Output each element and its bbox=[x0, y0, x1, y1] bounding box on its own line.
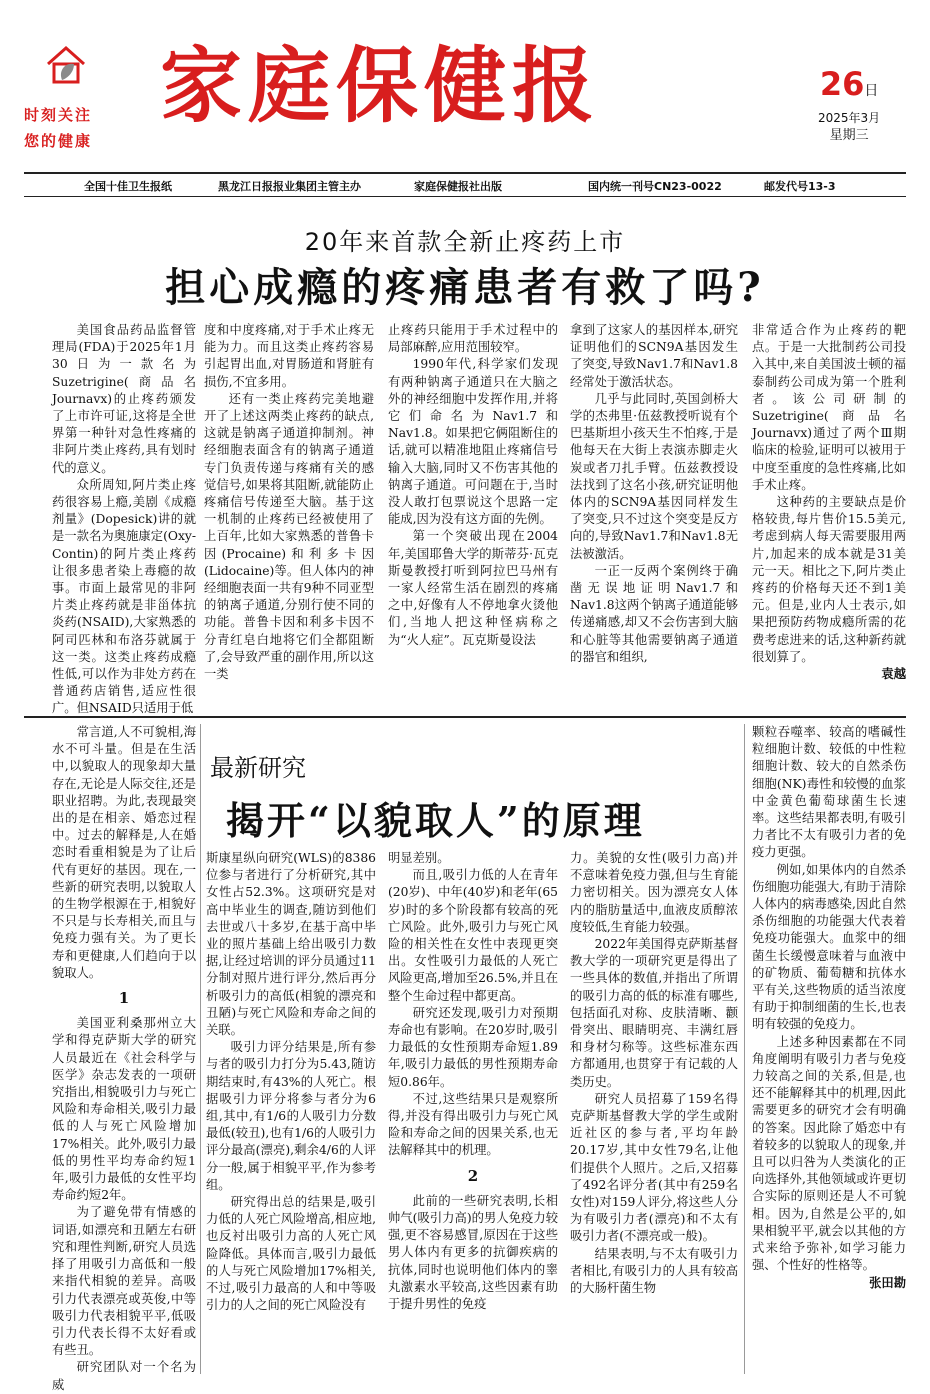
article2-column-2 bbox=[206, 850, 376, 1314]
article1-byline: 袁越 bbox=[881, 667, 906, 682]
paragraph: 上述多种因素都在不同角度阐明有吸引力者与免疫力较高之间的关系,但是,也还不能解释其中的机理,因此需要更多的研究才会有明确的答案。因此除了婚恋中有着较多的以貌取人的现象,并且可以归咎为人类演化的正向选择外,其他领域或许更切合实际的原则还是人不可貌相。因为,自然是公平的,如果相貌平平,就会以其他的方式来给予弥补,如学习能力强、个性好的性格等。 bbox=[752, 1034, 906, 1273]
paragraph: 研究得出总的结果是,吸引力低的人死亡风险增高,相应地,也反衬出吸引力高的人死亡风险降低。具体而言,吸引力最低的人与死亡风险增加17%相关,不过,吸引力最高的人和中等吸引力的人之间的死亡风险没有 bbox=[206, 1195, 376, 1313]
article1-headline: 担心成瘾的疼痛患者有救了吗? bbox=[165, 264, 765, 311]
article1-column-5 bbox=[752, 322, 906, 683]
paragraph: 美国食品药品监督管理局(FDA)于2025年1月30日为一款名为Suzetrigine(商品名Journavx)的止疼药颁发了上市许可证,这将是全世界第一种针对急性疼痛的非阿片类止疼药,具有划时代的意义。 bbox=[52, 323, 196, 475]
paragraph: 还有一类止疼药完美地避开了上述这两类止疼药的缺点,这就是钠离子通道抑制剂。神经细胞表面含有的钠离子通道专门负责传递与疼痛有关的感觉信号,如果将其阻断,就能防止疼痛信号传递至大脑。基于这一机制的止疼药已经被使用了上百年,比如大家熟悉的普鲁卡因(Procaine)和利多卡因(Lidocaine)等。但人体内的神经细胞表面一共有9种不同亚型的钠离子通道,分别行使不同的功能。普鲁卡因和利多卡因不分青红皂白地将它们全都阻断了,会导致严重的副作用,所以这一类 bbox=[204, 391, 374, 682]
info-publisher: 家庭保健报社出版 bbox=[414, 180, 502, 193]
slogan bbox=[24, 102, 92, 154]
article-divider bbox=[24, 716, 906, 718]
paragraph: 非常适合作为止疼药的靶点。于是一大批制药公司投入其中,来自美国波士顿的福泰制药公司成为第一个胜利者。该公司研制的Suzetrigine(商品名Journavx)通过了两个Ⅲ期临床的检验,证明可以被用于中度至重度的急性疼痛,比如手术止疼。 bbox=[752, 323, 906, 492]
info-rule bbox=[24, 196, 906, 197]
paragraph: 研究还发现,吸引力对预期寿命也有影响。在20岁时,吸引力最低的女性预期寿命短1.89年,吸引力最低的男性预期寿命短0.86年。 bbox=[388, 1005, 558, 1089]
paragraph: 此前的一些研究表明,长相帅气(吸引力高)的男人免疫力较强,更不容易感冒,原因在于这些男人体内有更多的抗御疾病的抗体,同时也说明他们体内的睾丸激素水平较高,这些因素有助于提升男性的免疫 bbox=[388, 1193, 558, 1312]
paragraph: 吸引力评分结果是,所有参与者的吸引力打分为5.43,随访期结束时,有43%的人死亡。根据吸引力评分将参与者分为6组,其中,有1/6的人吸引力分数最低(较丑),也有1/6的人吸引力评分最高(漂亮),剩余4/6的人评分一般,属于相貌平平,作为参考组。 bbox=[206, 1040, 376, 1192]
section-number: 2 bbox=[467, 1166, 479, 1185]
paragraph: 众所周知,阿片类止疼药很容易上瘾,美剧《成瘾剂量》(Dopesick)讲的就是一款名为奥施康定(Oxy-Contin)的阿片类止疼药让很多患者染上毒瘾的故事。市面上最常见的非阿片类止疼药就是非甾体抗炎药(NSAID),大家熟悉的阿司匹林和布洛芬就属于这一类。这类止疼药成瘾性低,可以作为非处方药在普通药店销售,适应性很广。但NSAID只适用于低 bbox=[52, 477, 196, 716]
house-leaf-logo-icon bbox=[44, 42, 88, 86]
slogan-line1: 时刻关注 bbox=[24, 106, 93, 124]
date-year-month: 2025年3月 bbox=[818, 111, 881, 125]
paragraph: 研究人员招募了159名得克萨斯基督教大学的学生或附近社区的参与者,平均年龄20.17岁,其中女性79名,让他们提供个人照片。之后,又招募了492名评分者(其中有259名女性)对159人评分,将这些人分为有吸引力者(漂亮)和不太有吸引力者(不漂亮或一般)。 bbox=[570, 1091, 738, 1244]
paragraph: 颗粒吞噬率、较高的嗜碱性粒细胞计数、较低的中性粒细胞计数、较大的自然杀伤细胞(NK)毒性和较慢的血浆中金黄色葡萄球菌生长速率。这些结果都表明,有吸引力者比不太有吸引力者的免疫力更强。 bbox=[752, 725, 906, 860]
paragraph: 美国亚利桑那州立大学和得克萨斯大学的研究人员最近在《社会科学与医学》杂志发表的一项研究指出,相貌吸引力与死亡风险和寿命相关,吸引力最低的人与死亡风险增加17%相关。此外,吸引力最低的男性平均寿命约短1年,吸引力最低的女性平均寿命约短2年。 bbox=[52, 1016, 196, 1203]
info-bar bbox=[24, 178, 906, 194]
paragraph: 研究团队对一个名为威 bbox=[52, 1360, 196, 1392]
paragraph: 2022年美国得克萨斯基督教大学的一项研究更是得出了一些具体的数值,并指出了所谓的吸引力高的低的标准有哪些,包括面孔对称、皮肤清晰、颧骨突出、眼睛明亮、丰满红唇和身材匀称等。这些标准东西方都通用,也贯穿于有记载的人类历史。 bbox=[570, 937, 738, 1089]
info-issn: 国内统一刊号CN23-0022 bbox=[588, 180, 722, 193]
article2-byline: 张田勘 bbox=[869, 1275, 906, 1290]
paragraph: 第一个突破出现在2004年,美国耶鲁大学的斯蒂芬·瓦克斯曼教授打听到阿拉巴马州有一家人经常生活在剧烈的疼痛之中,好像有人不停地拿火烫他们,当地人把这种怪病称之为“火人症”。瓦克斯曼设法 bbox=[388, 529, 558, 647]
paragraph: 度和中度疼痛,对于手术止疼无能为力。而且这类止疼药容易引起胃出血,对胃肠道和肾脏有损伤,不宜多用。 bbox=[204, 323, 374, 389]
paragraph: 常言道,人不可貌相,海水不可斗量。但是在生活中,以貌取人的现象却大量存在,无论是人际交往,还是职业招聘。为此,表现最突出的是在相亲、婚恋过程中。过去的解释是,人在婚恋时看重相貌是为了让后代有更好的基因。现在,一些新的研究表明,以貌取人的生物学根源在于,相貌好不只是与长寿相关,而且与免疫力强有关。为了更长寿和更健康,人们趋向于以貌取人。 bbox=[52, 725, 196, 980]
paragraph: 斯康星纵向研究(WLS)的8386位参与者进行了分析研究,其中女性占52.3%。这项研究是对高中毕业生的调查,随访到他们去世或八十多岁,在基于高中毕业的照片基础上给出吸引力数据,让经过培训的评分员通过11分制对照片进行评分,然后再分析吸引力的高低(相貌的漂亮和丑陋)与死亡风险和寿命之间的关联。 bbox=[206, 851, 376, 1038]
paragraph: 一正一反两个案例终于确凿无误地证明Nav1.7和Nav1.8这两个钠离子通道能够传递痛感,却又不会伤害到大脑和心脏等其他需要钠离子通道的器官和组织, bbox=[570, 563, 738, 664]
article2-headline: 揭开“以貌取人”的原理 bbox=[226, 798, 645, 843]
top-rule bbox=[24, 172, 906, 174]
article1-column-4 bbox=[570, 322, 738, 666]
paragraph: 不过,这些结果只是观察所得,并没有得出吸引力与死亡风险和寿命之间的因果关系,也无法解释其中的机理。 bbox=[388, 1091, 558, 1158]
column-divider bbox=[200, 724, 201, 1374]
article1-column-1 bbox=[52, 322, 196, 718]
date-day-suffix: 日 bbox=[864, 83, 879, 99]
paragraph: 结果表明,与不太有吸引力者相比,有吸引力的人具有较高的大肠杆菌生物 bbox=[570, 1246, 738, 1296]
article2-column-5 bbox=[752, 724, 906, 1292]
column-divider bbox=[744, 724, 745, 1374]
info-sponsor: 黑龙江日报报业集团主管主办 bbox=[218, 180, 361, 193]
info-award: 全国十佳卫生报纸 bbox=[84, 180, 172, 193]
section-number: 1 bbox=[118, 989, 130, 1008]
masthead: 家庭保健报 bbox=[160, 38, 601, 134]
paragraph: 力。美貌的女性(吸引力高)并不意味着免疫力强,但与生育能力密切相关。因为漂亮女人体内的脂肪量适中,血液皮质醇浓度较低,生育能力较强。 bbox=[570, 851, 738, 934]
slogan-line2: 您的健康 bbox=[24, 132, 93, 150]
date-day: 26 bbox=[819, 65, 865, 103]
issue-date bbox=[818, 66, 880, 145]
article2-kicker: 最新研究 bbox=[210, 754, 306, 782]
article1-kicker: 20年来首款全新止疼药上市 bbox=[304, 228, 626, 256]
paragraph: 明显差别。 bbox=[388, 851, 450, 865]
article1-column-3 bbox=[388, 322, 558, 649]
paragraph: 止疼药只能用于手术过程中的局部麻醉,应用范围较窄。 bbox=[388, 323, 558, 355]
paragraph: 而且,吸引力低的人在青年(20岁)、中年(40岁)和老年(65岁)时的多个阶段都有较高的死亡风险。此外,吸引力与死亡风险的相关性在女性中表现更突出。女性吸引力最低的人死亡风险更高,增加至26.5%,并且在整个生命过程中都更高。 bbox=[388, 868, 558, 1003]
paragraph: 这种药的主要缺点是价格较贵,每片售价15.5美元,考虑到病人每天需要服用两片,加起来的成本就是31美元一天。相比之下,阿片类止疼药的价格每天还不到1美元。但是,业内人士表示,如果把预防药物成瘾所需的花费考虑进来的话,这种新药就很划算了。 bbox=[752, 495, 906, 664]
paragraph: 几乎与此同时,英国剑桥大学的杰弗里·伍兹教授听说有个巴基斯坦小孩天生不怕疼,于是他每天在大街上表演赤脚走火炭或者刀扎手臂。伍兹教授设法找到了这名小孩,研究证明他体内的SCN9A基因同样发生了突变,只不过这个突变是反方向的,导致Nav1.7和Nav1.8无法被激活。 bbox=[570, 391, 738, 561]
paragraph: 拿到了这家人的基因样本,研究证明他们的SCN9A基因发生了突变,导致Nav1.7和Nav1.8经常处于激活状态。 bbox=[570, 323, 738, 389]
paragraph: 例如,如果体内的自然杀伤细胞功能强大,有助于清除人体内的病毒感染,因此自然杀伤细胞的功能强大代表着免疫功能强大。血浆中的细菌生长缓慢意味着与血液中的矿物质、葡萄糖和抗体水平有关,这些物质的适当浓度有助于抑制细菌的生长,也表明有较强的免疫力。 bbox=[752, 862, 906, 1032]
info-postal-code: 邮发代号13-3 bbox=[764, 180, 836, 193]
article2-column-4 bbox=[570, 850, 738, 1297]
paragraph: 为了避免带有情感的词语,如漂亮和丑陋左右研究和理性判断,研究人员选择了用吸引力高低和一般来指代相貌的差异。高吸引力代表漂亮或英俊,中等吸引力代表相貌平平,低吸引力代表长得不太好看或有些丑。 bbox=[52, 1205, 196, 1358]
article1-column-2 bbox=[204, 322, 374, 683]
paragraph: 1990年代,科学家们发现有两种钠离子通道只在大脑之外的神经细胞中发挥作用,并将它们命名为Nav1.7和Nav1.8。如果把它俩阻断住的话,就可以精准地阻止疼痛信号输入大脑,同时又不伤害其他的钠离子通道。可问题在于,当时没人敢打包票说这个思路一定能成,因为没有这方面的先例。 bbox=[388, 357, 558, 527]
date-weekday: 星期三 bbox=[829, 128, 869, 143]
article2-column-3 bbox=[388, 850, 558, 1313]
article2-column-1 bbox=[52, 724, 196, 1394]
